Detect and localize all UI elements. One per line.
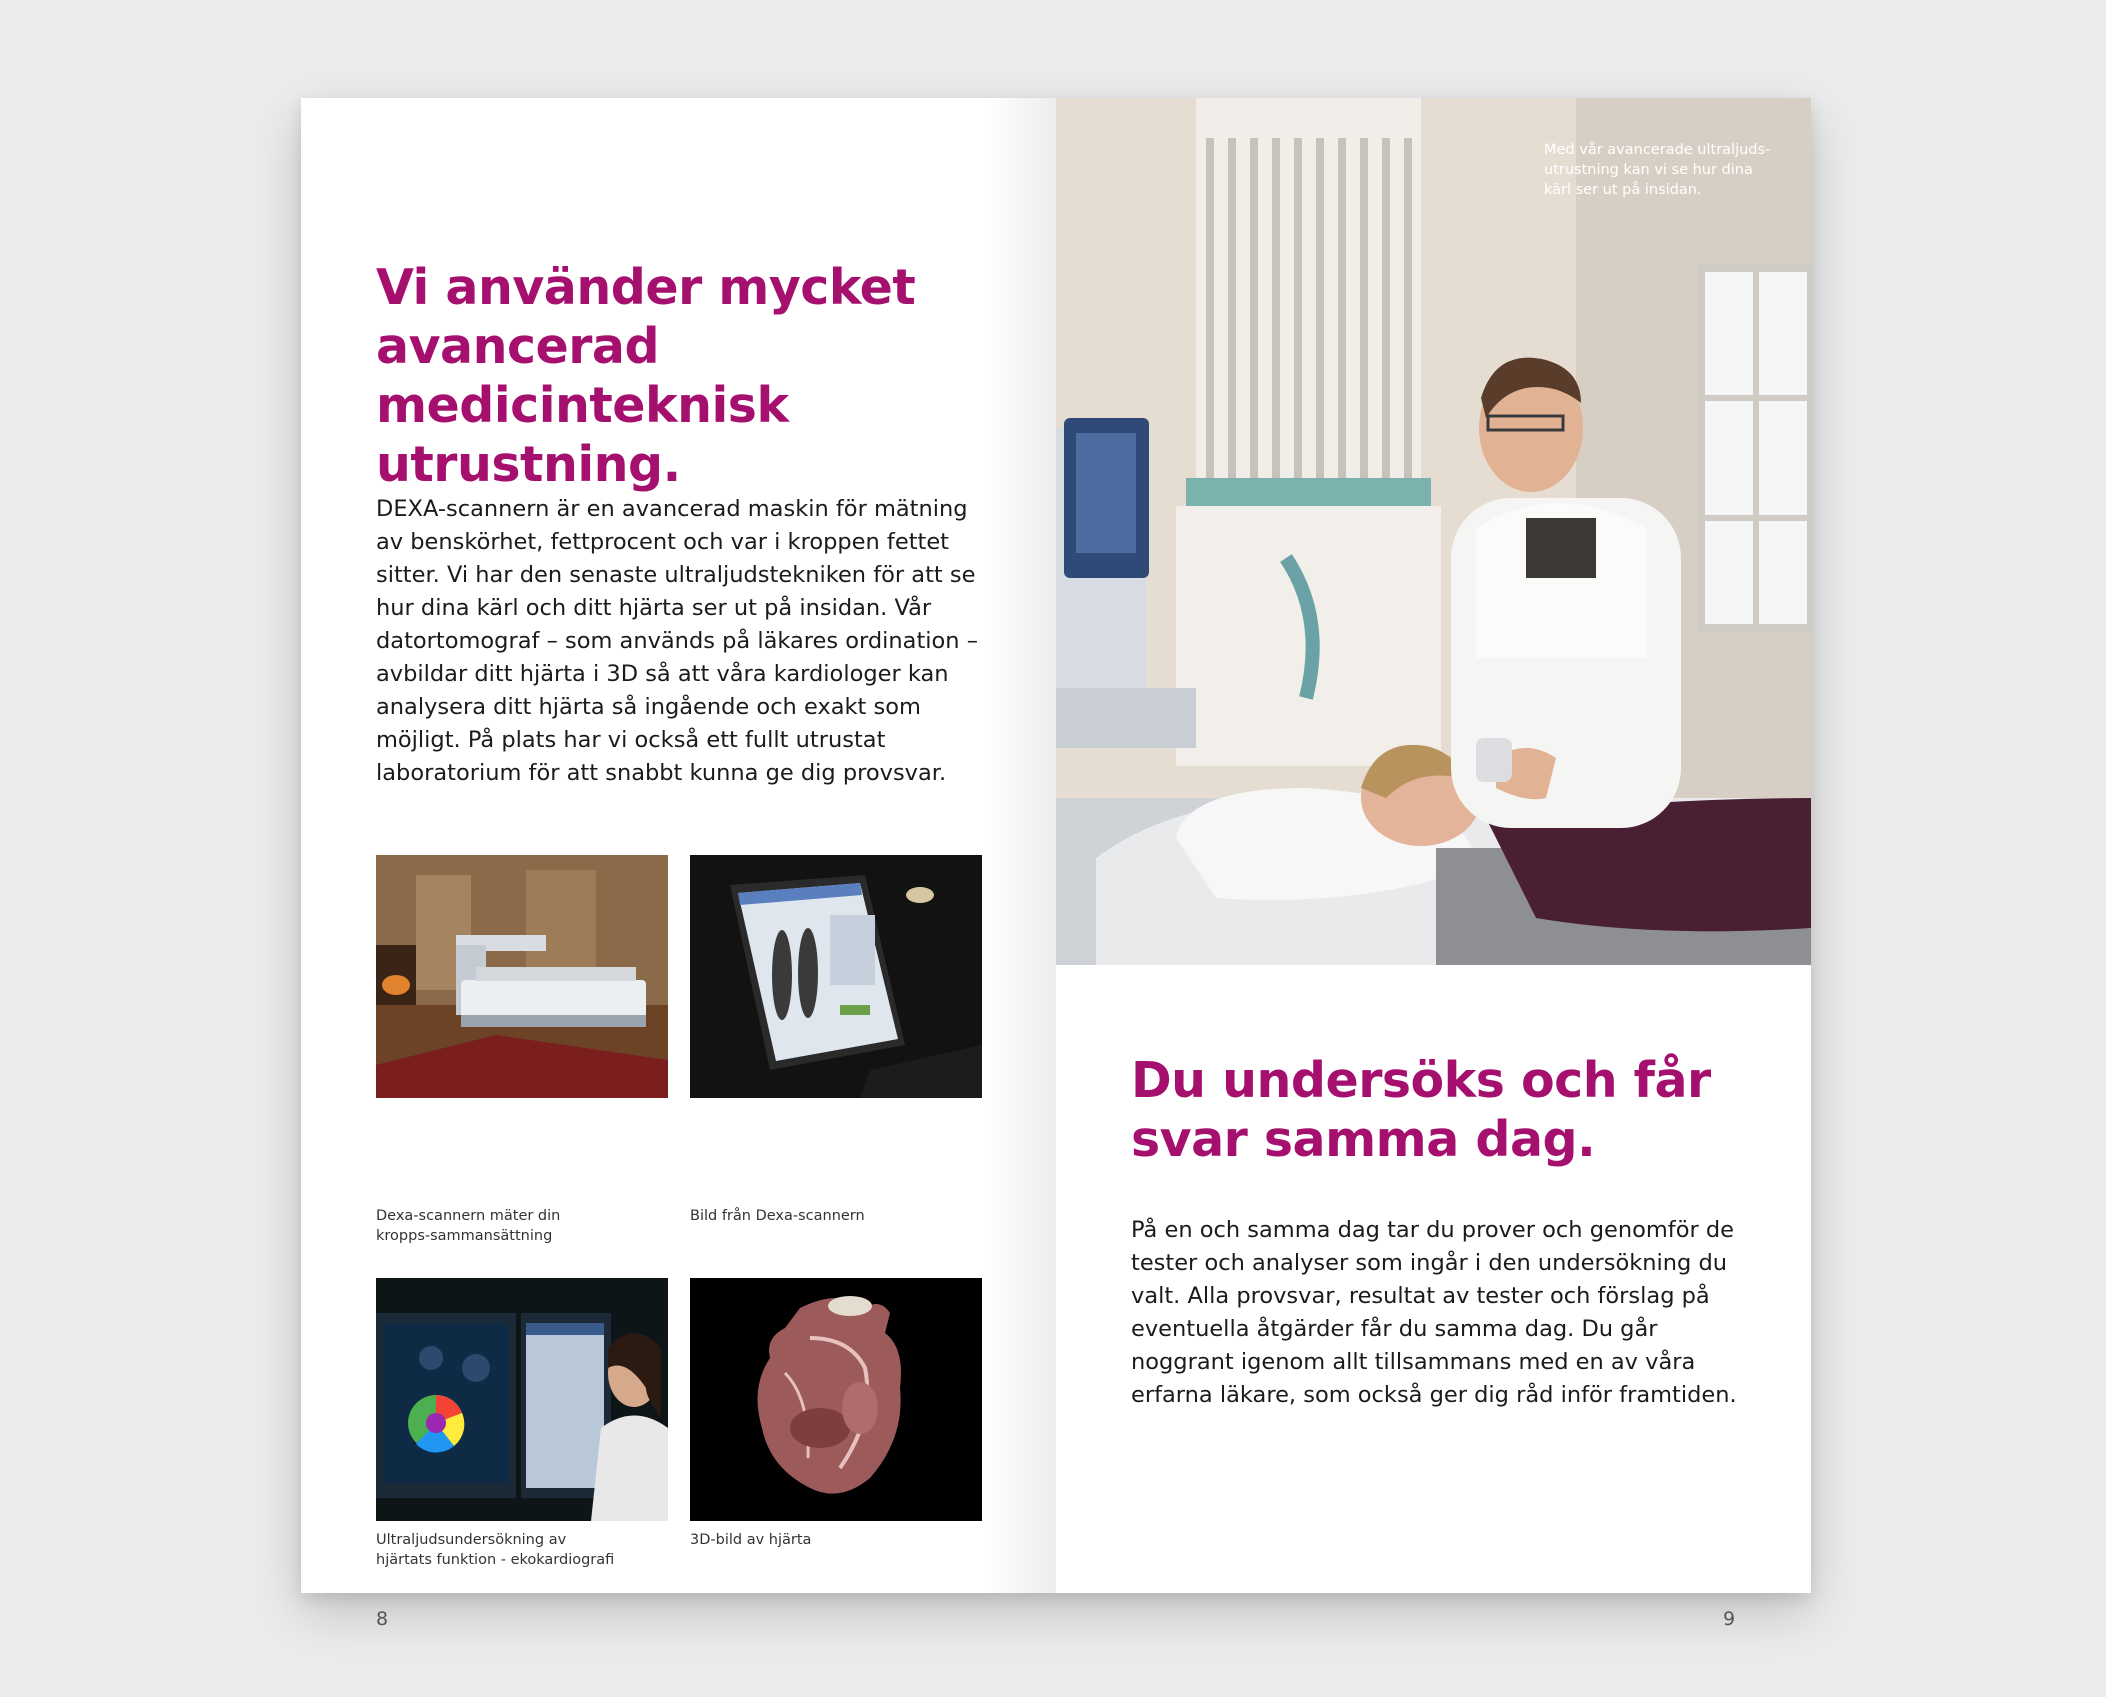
3d-heart-photo xyxy=(690,1278,982,1521)
hero-photo-caption: Med vår avancerade ultraljuds-utrustning kan vi se hur dina kärl ser ut på insidan. xyxy=(1544,142,1771,198)
dexa-scanner-caption: Dexa-scannern mäter din kropps-sammansättning xyxy=(376,1208,561,1244)
left-page xyxy=(301,98,1056,1630)
dexa-scanner-photo xyxy=(376,855,668,1098)
echocardiography-caption: Ultraljudsundersökning av hjärtats funktion - ekokardiografi xyxy=(376,1532,615,1568)
left-page-body: DEXA-scannern är en avancerad maskin för mätning av benskörhet, fettprocent och var i kroppen fettet sitter. Vi har den senaste ultraljudstekniken för att se hur dina kärl och ditt hjärta ser ut på insidan. Vår datortomograf – som används på läkares ordination – avbildar ditt hjärta i 3D så att våra kardiologer kan analysera ditt hjärta så ingående och exakt som möjligt. På plats har vi också ett fullt utrustat laboratorium för att snabbt kunna ge dig provsvar. xyxy=(376,496,978,786)
echocardiography-photo xyxy=(376,1278,668,1521)
dexa-screen-photo xyxy=(690,855,982,1098)
gutter-shadow xyxy=(986,98,1056,1593)
brochure-spread xyxy=(301,98,1811,1630)
page-number-right: 9 xyxy=(1723,1608,1736,1630)
right-page xyxy=(1056,98,1811,1630)
dexa-screen-caption: Bild från Dexa-scannern xyxy=(690,1208,865,1224)
right-page-body: På en och samma dag tar du prover och genomför de tester och analyser som ingår i den undersökning du valt. Alla provsvar, resultat av tester och förslag på eventuella åtgärder får du samma dag. Du går noggrant igenom allt tillsammans med en av våra erfarna läkare, som också ger dig råd inför framtiden. xyxy=(1131,1217,1737,1408)
right-page-heading: Du undersöks och får svar samma dag. xyxy=(1131,1052,1711,1168)
page-number-left: 8 xyxy=(376,1608,389,1630)
left-page-heading: Vi använder mycket avancerad medicinteknisk utrustning. xyxy=(376,259,916,493)
ultrasound-exam-photo xyxy=(1056,98,1811,965)
3d-heart-caption: 3D-bild av hjärta xyxy=(690,1532,812,1548)
